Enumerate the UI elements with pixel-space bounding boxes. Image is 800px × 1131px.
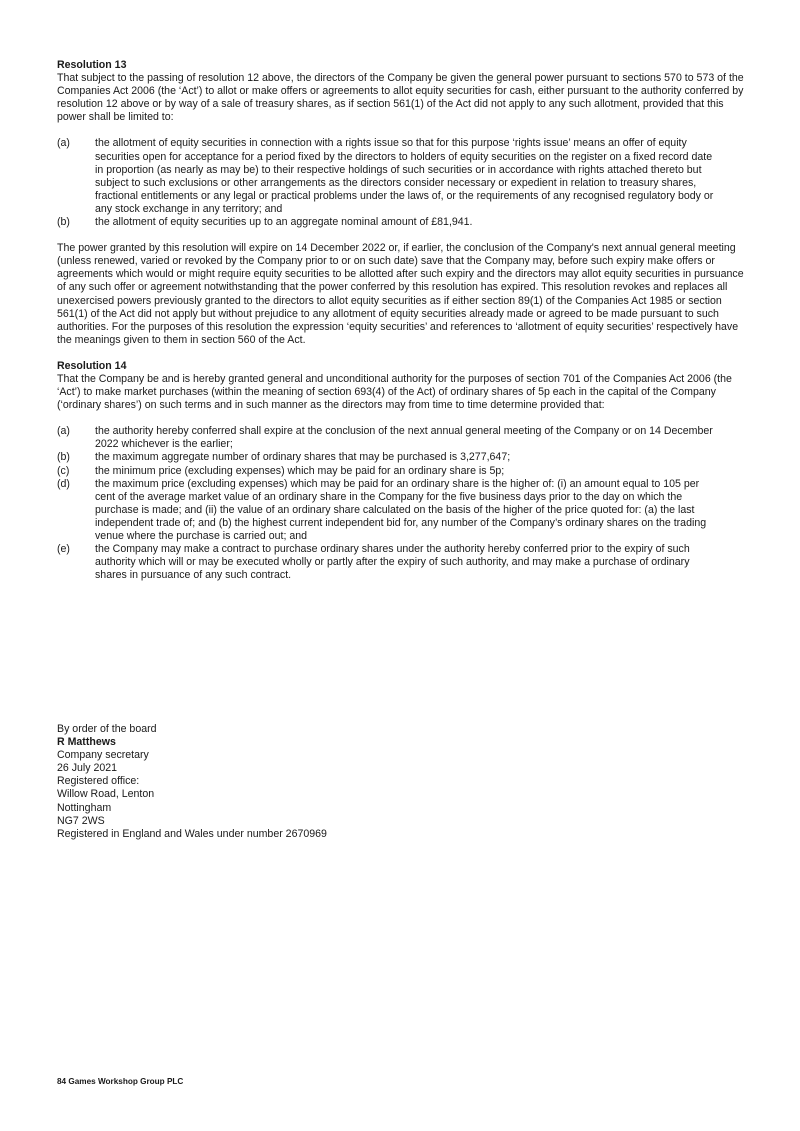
page-footer: 84 Games Workshop Group PLC	[57, 1077, 184, 1086]
signoff-office-label: Registered office:	[57, 775, 140, 788]
list-item	[57, 465, 747, 478]
signoff-registration: Registered in England and Wales under number 2670969	[57, 827, 327, 840]
resolution-14	[57, 360, 747, 583]
list-item	[57, 451, 747, 464]
list-item-text: the maximum aggregate number of ordinary shares that may be purchased is 3,277,647;	[95, 451, 511, 464]
list-item-text: the Company may make a contract to purchase ordinary shares under the authority hereby conferred prior to the expiry of such authority which will or may be executed wholly or partly after the expiry of such authority, and may make a purchase of ordinary shares in pursuance of any such contract.	[95, 543, 690, 582]
list-item-text: the maximum price (excluding expenses) which may be paid for an ordinary share is the higher of: (i) an amount equal to 105 per cent of the average market value of an ordinary share in the Company for the five business days prior to the day on which the purchase is made; and (ii) the value of an ordinary share calculated on the basis of the higher of the price quoted for: (a) the last independent trade of; and (b) the highest current independent bid for, any number of the Company’s ordinary shares on the trading venue where the purchase is carried out; and	[95, 477, 707, 542]
resolution-14-list	[57, 425, 747, 582]
list-item-text: the allotment of equity securities up to an aggregate nominal amount of £81,941.	[95, 216, 473, 229]
list-item-marker: (b)	[57, 451, 70, 464]
list-item	[57, 543, 747, 582]
list-item-text: the minimum price (excluding expenses) which may be paid for an ordinary share is 5p;	[95, 464, 505, 477]
list-item-text: the allotment of equity securities in connection with a rights issue so that for this purpose ‘rights issue’ means an offer of equity securities open for acceptance for a period fixed by the directors to holders of equity securities on the register on a fixed record date in proportion (as nearly as may be) to their respective holdings of such securities or in accordance with rights attached thereto but subject to such exclusions or other arrangements as the directors consider necessary or expedient in relation to treasury shares, fractional entitlements or any legal or practical problems under the laws of, or the requirements of any recognised regulatory body or any stock exchange in any territory; and	[95, 137, 714, 215]
list-item-marker: (b)	[57, 216, 70, 229]
resolution-14-heading: Resolution 14	[57, 359, 127, 372]
list-item	[57, 216, 747, 229]
signoff-order-line: By order of the board	[57, 723, 157, 735]
page-body	[57, 59, 747, 582]
list-item-marker: (a)	[57, 425, 70, 438]
list-item	[57, 137, 747, 216]
list-item	[57, 425, 747, 451]
list-item-marker: (c)	[57, 464, 70, 477]
list-item-marker: (a)	[57, 137, 70, 150]
signoff-postcode: NG7 2WS	[57, 814, 105, 827]
signoff-address-line1: Willow Road, Lenton	[57, 788, 155, 801]
signoff-block	[57, 723, 457, 841]
list-item	[57, 478, 747, 543]
signoff-address-line2: Nottingham	[57, 801, 112, 814]
signoff-title: Company secretary	[57, 749, 149, 762]
list-item-text: the authority hereby conferred shall expire at the conclusion of the next annual general meeting of the Company or on 14 December 2022 whichever is the earlier;	[95, 425, 713, 451]
resolution-13-list	[57, 137, 747, 229]
resolution-13-heading: Resolution 13	[57, 59, 127, 71]
list-item-marker: (d)	[57, 477, 70, 490]
list-item-marker: (e)	[57, 543, 70, 556]
resolution-13-intro: That subject to the passing of resolution 12 above, the directors of the Company be given the general power pursuant to sections 570 to 573 of the Companies Act 2006 (the ‘Act’) to allot or make offers or agreements to allot equity securities for cash, either pursuant to the authority conferred by resolution 12 above or by way of a sale of treasury shares, as if section 561(1) of the Act did not apply to any such allotment, provided that this power shall be limited to:	[57, 72, 744, 124]
signoff-name: R Matthews	[57, 736, 116, 749]
resolution-14-intro: That the Company be and is hereby granted general and unconditional authority for the purposes of section 701 of the Companies Act 2006 (the ‘Act’) to make market purchases (within the meaning of section 693(4) of the Act) of ordinary shares of 5p each in the capital of the Company (‘ordinary shares’) on such terms and in such manner as the directors may from time to time determine provided that:	[57, 372, 732, 412]
signoff-date: 26 July 2021	[57, 762, 118, 775]
resolution-13-closing: The power granted by this resolution will expire on 14 December 2022 or, if earlier, the conclusion of the Company's next annual general meeting (unless renewed, varied or revoked by the Company prior to or on such date) save that the Company may, before such expiry make offers or agreements which would or might require equity securities to be allotted after such expiry and the directors may allot equity securities in pursuance of any such offer or agreement notwithstanding that the power conferred by this resolution has expired. This resolution revokes and replaces all unexercised powers previously granted to the directors to allot equity securities as if either section 89(1) of the Companies Act 1985 or section 561(1) of the Act did not apply but without prejudice to any allotment of equity securities already made or agreed to be made pursuant to such authorities. For the purposes of this resolution the expression ‘equity securities’ and references to ‘allotment of equity securities’ respectively have the meanings given to them in section 560 of the Act.	[57, 242, 744, 346]
resolution-13	[57, 59, 747, 347]
